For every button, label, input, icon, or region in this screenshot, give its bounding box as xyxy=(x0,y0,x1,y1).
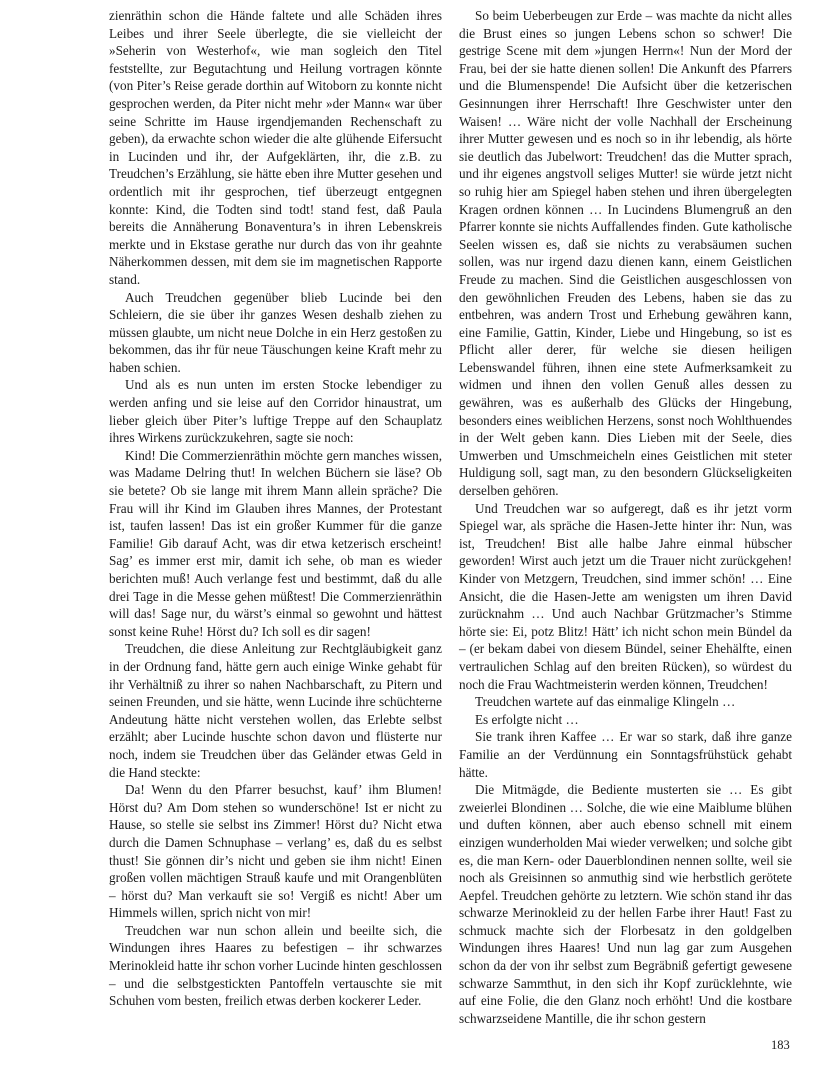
paragraph: zienräthin schon die Hände faltete und alle Schäden ihres Leibes und ihrer Seele überlegte, die sie vielleicht der »Seherin von Westerhof«, wie man sogleich den Titel feststellte, zur Begutachtung und Heilung vortragen könnte (von Piter’s Reise gerade dorthin auf Witoborn zu konnte nicht gesprochen werden, da Piter nicht mehr »der Mann« war über seine Schritte im Hause irgendjemanden Rechenschaft zu geben), da erwachte schon wieder die alte glühende Eifersucht in Lucinden und ihr, der Aufgeklärten, ihr, die z.B. zu Treudchen’s Erzählung, sie hätte eben ihre Mutter gesehen und ordentlich mit ihr gesprochen, tief überzeugt entgegnen konnte: Kind, die Todten sind todt! stand fest, daß Paula bereits die Annäherung Bonaventura’s in ihren Lebenskreis merkte und in Ekstase gerathe nur durch das von ihr geahnte Näherkommen dessen, mit dem sie im magnetischen Rapporte stand. xyxy=(109,8,442,287)
paragraph: Sie trank ihren Kaffee … Er war so stark, daß ihre ganze Familie an der Verdünnung ein Sonntagsfrühstück gehabt hätte. xyxy=(459,729,792,780)
paragraph: Auch Treudchen gegenüber blieb Lucinde bei den Schleiern, die sie über ihr ganzes Wesen deshalb ziehen zu müssen glaubte, um nicht neue Dolche in ein Herz gestoßen zu bekommen, das ihr für neue Täuschungen keine Kraft mehr zu haben schien. xyxy=(109,289,442,375)
paragraph: Und als es nun unten im ersten Stocke lebendiger zu werden anfing und sie leise auf den Corridor hinaustrat, um lieber gleich über Piter’s luftige Treppe auf den Schauplatz ihres Wirkens zurückzukehren, sagte sie noch: xyxy=(109,377,442,446)
paragraph: Da! Wenn du den Pfarrer besuchst, kauf’ ihm Blumen! Hörst du? Am Dom stehen so wunderschöne! Ist er nicht zu Hause, so stelle sie selbst ins Zimmer! Hörst du? Nicht etwa durch die Damen Schnuphase – verlang’ es, daß du es selbst thust! Sie gönnen dir’s nicht und geben sie ihm nicht! Einen großen vollen mächtigen Strauß kaufe und mit Orangenblüten – hörst du? Man verkauft sie so! Vergiß es nicht! Aber um Himmels willen, sprich nicht von mir! xyxy=(109,782,442,921)
paragraph: Treudchen war nun schon allein und beeilte sich, die Windungen ihres Haares zu befestigen – ihr schwarzes Merinokleid hatte ihr schon vorher Lucinde hinten geschlossen – und die selbstgestickten Pantoffeln vertauschte sie mit Schuhen vom besten, freilich etwas derben kockerer Leder. xyxy=(109,922,442,1009)
paragraph: Die Mitmägde, die Bediente musterten sie … Es gibt zweierlei Blondinen … Solche, die wie eine Maiblume blühen und duften können, aber auch ebenso schnell mit einem einzigen wunderholden Mai wieder verwelken; und solche gibt es, die man Kern- oder Dauerblondinen nennen sollte, weil sie noch als Greisinnen so anmuthig sind wie herbstlich gerötete Aepfel. Treudchen gehörte zu letztern. Wie schön stand ihr das schwarze Merinokleid zu der hellen Farbe ihrer Haut! Fast zu schmuck machte sich der Florbesatz in den goldgelben Windungen ihres Haares! Und nun lag gar zum Ausgehen schon da der von ihr selbst zum Begräbniß gefertigt gewesene schwarze Sammthut, in den sich ihr Kopf zurücklehnte, wie auf eine Folie, die den Glanz noch erhöht! Und die kostbare schwarzseidene Mantille, die ihr schon gestern xyxy=(459,782,792,1026)
paragraph: Treudchen, die diese Anleitung zur Rechtgläubigkeit ganz in der Ordnung fand, hätte gern auch einige Winke gehabt für ihr Verhältniß zu ihrer so nahen Nachbarschaft, zu Pitern und seinen Freunden, und sie hätte, wenn Lucinde ihre schüchterne Andeutung hätte nicht verstehen wollen, das Erlebte selbst erzählt; aber Lucinde huschte schon davon und flüsterte nur noch, indem sie Treudchen über das Geländer etwas Geld in die Hand steckte: xyxy=(109,641,442,780)
paragraph: Und Treudchen war so aufgeregt, daß es ihr jetzt vorm Spiegel war, als spräche die Hasen-Jette hinter ihr: Nun, was ist, Treudchen! Bist alle halbe Jahre einmal hübscher geworden! Wirst auch jetzt um die Trauer nicht zurückgehen! Kinder von Metzgern, Treudchen, sind immer schön! … Eine Ansicht, die die Hasen-Jette am wenigsten um ihren David zurücknahm … Und auch Nachbar Grützmacher’s Stimme hörte sie: Ei, potz Blitz! Hätt’ ich nicht schon mein Bündel da – (er bekam dabei von diesem Bündel, seiner Ehehälfte, einen vertraulichen Schlag auf den breiten Rücken), so würdest du noch die Frau Wachtmeisterin werden können, Treudchen! xyxy=(459,500,792,692)
paragraph: Treudchen wartete auf das einmalige Klingeln … xyxy=(475,694,736,710)
left-text-column xyxy=(109,7,442,1010)
page-number: 183 xyxy=(771,1038,790,1052)
paragraph: Es erfolgte nicht … xyxy=(475,711,579,727)
right-text-column xyxy=(459,7,792,1027)
paragraph: So beim Ueberbeugen zur Erde – was machte da nicht alles die Brust eines so jungen Lebens schon so schwer! Die gestrige Scene mit dem »jungen Herrn«! Nun der Mord der Frau, bei der sie hatte dienen sollen! Die Ankunft des Pfarrers und die Blumenspende! Die Aufsicht über die ketzerischen Gesinnungen ihrer Herrschaft! Ihre Geschwister unter den Waisen! … Wäre nicht der volle Nachhall der Erscheinung ihrer Mutter gewesen und es noch so in ihr lebendig, als hörte sie deutlich das Jubelwort: Treudchen! das die Mutter sprach, und ihr eigenes angstvoll seliges Mutter! sie würde jetzt nicht so ruhig hier am Spiegel haben stehen und ihren übergelegten Kragen ordnen können … In Lucindens Blumengruß an den Pfarrer konnte sie nichts Auffallendes finden. Gute katholische Seelen wissen es, daß sie nichts zu verabsäumen suchen sollen, was nur irgend dazu dienen kann, einem Geistlichen Freude zu machen. Sind die Geistlichen ausgeschlossen von den gewöhnlichen Freuden des Lebens, haben sie das zu entbehren, was andern Trost und Erhebung gewähren kann, eine Familie, Gattin, Kinder, Liebe und Hingebung, so ist es Pflicht aller derer, für welche sie diesen heiligen Lebenswandel führen, ihnen eine stete Aufmerksamkeit zu widmen und ihnen den vollen Genuß alles dessen zu gewähren, was es außerhalb des Glücks der Hingebung, besonders eines weiblichen Herzens, sonst noch Wohlthuendes in der Welt geben kann. Dies Lieben mit der Seele, dies Umwerben und Umschmeicheln eines Geistlichen mit steter Huldigung soll, sagt man, zu den besondern Glückseligkeiten derselben gehören. xyxy=(459,8,792,499)
paragraph: Kind! Die Commerzienräthin möchte gern manches wissen, was Madame Delring thut! In welchen Büchern sie läse? Ob sie betete? Ob sie lange mit ihrem Mann allein spräche? Die Frau will ihr Kind im Glauben ihres Mannes, der Protestant ist, taufen lassen! Das ist ein großer Kummer für die ganze Familie! Gib darauf Acht, was dir etwa ketzerisch erscheint! Sag’ es immer erst mir, damit ich sehe, ob man es wieder berichten muß! Auch verlange fest und bestimmt, daß du alle drei Tage in die Messe gehen müßtest! Die Commerzienräthin will das! Sage nur, du wärst’s einmal so gewohnt und hättest sonst keine Ruhe! Hörst du? Ich soll es dir sagen! xyxy=(109,447,442,639)
